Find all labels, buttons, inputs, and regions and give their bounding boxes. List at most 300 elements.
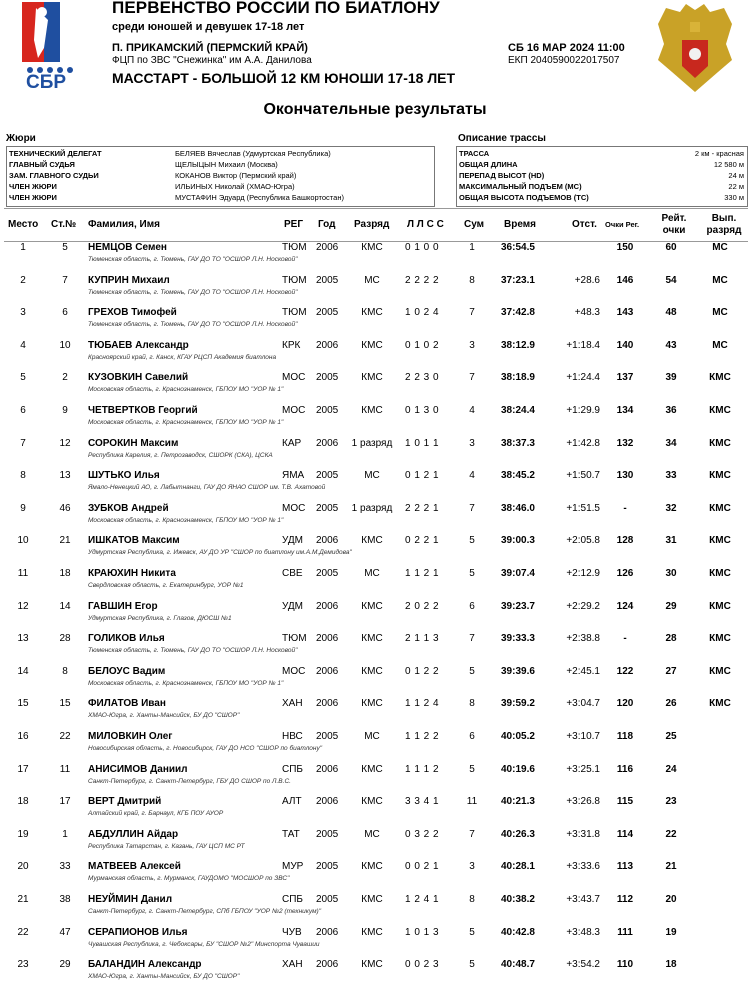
region: ЯМА — [282, 470, 305, 482]
finish-time: 39:33.3 — [501, 633, 535, 645]
location: П. ПРИКАМСКИЙ (ПЕРМСКИЙ КРАЙ) — [112, 42, 308, 54]
time-behind: +3:43.7 — [566, 894, 600, 905]
finish-time: 38:46.0 — [501, 502, 535, 514]
sbr-logo — [8, 0, 96, 95]
penalty-sum: 8 — [469, 698, 475, 710]
time-behind: +1:29.9 — [566, 405, 600, 416]
club: Мурманская область, г. Мурманск, ГАУДОМО "МОСШОР по ЗВС" — [88, 875, 290, 883]
penalty-sum: 4 — [469, 470, 475, 482]
col-year: Год — [318, 219, 336, 230]
penalty-sum: 7 — [469, 372, 475, 384]
time-behind: +28.6 — [574, 274, 600, 286]
table-row — [0, 891, 750, 924]
finish-time: 38:45.2 — [501, 470, 535, 482]
time-behind: +1:51.5 — [566, 502, 600, 514]
jury-row: ГЛАВНЫЙ СУДЬЯ ЩЕЛЫЦЫН Михаил (Москва) — [9, 160, 278, 169]
birth-year: 2005 — [316, 274, 339, 286]
bib: 38 — [59, 894, 71, 905]
shooting: 1 0 1 1 — [405, 437, 440, 449]
bib: 10 — [59, 339, 71, 351]
birth-year: 2006 — [316, 633, 339, 645]
birth-year: 2006 — [316, 763, 339, 775]
place: 3 — [20, 307, 26, 319]
region: УДМ — [282, 535, 304, 547]
birth-year: 2005 — [316, 894, 339, 905]
sport-rank: КМС — [361, 665, 383, 677]
place: 13 — [17, 633, 29, 645]
place: 6 — [20, 405, 26, 416]
points-region: 116 — [616, 763, 634, 775]
place: 9 — [20, 502, 26, 514]
birth-year: 2005 — [316, 405, 339, 416]
region: МОС — [282, 372, 306, 384]
club: Тюменская область, г. Тюмень, ГАУ ДО ТО "ОСШОР Л.Н. Носковой" — [88, 321, 298, 329]
sport-rank: КМС — [361, 926, 383, 938]
finish-time: 40:48.7 — [501, 959, 535, 971]
finish-time: 40:19.6 — [501, 763, 535, 775]
table-row — [0, 663, 750, 696]
birth-year: 2006 — [316, 339, 339, 351]
time-behind: +3:48.3 — [566, 926, 600, 938]
results-table-header — [4, 208, 748, 242]
track-row: ОБЩАЯ ВЫСОТА ПОДЪЕМОВ (ТС) 330 м — [459, 193, 744, 202]
penalty-sum: 5 — [469, 959, 475, 971]
place: 1 — [20, 242, 26, 253]
new-rank: КМС — [709, 470, 731, 482]
birth-year: 2005 — [316, 502, 339, 514]
new-rank: МС — [712, 307, 728, 319]
table-row — [0, 500, 750, 533]
penalty-sum: 5 — [469, 568, 475, 579]
athlete-name: БАЛАНДИН Александр — [88, 959, 202, 971]
col-rating: Рейт. очки — [661, 213, 687, 236]
athlete-name: АНИСИМОВ Даниил — [88, 763, 188, 775]
place: 11 — [17, 568, 29, 579]
shooting: 1 0 2 4 — [405, 307, 440, 319]
sport-rank: МС — [364, 731, 380, 742]
time-behind: +48.3 — [574, 307, 600, 319]
region: ХАН — [282, 698, 303, 710]
bib: 15 — [59, 698, 71, 710]
table-row — [0, 304, 750, 337]
place: 5 — [20, 372, 26, 384]
penalty-sum: 7 — [469, 307, 475, 319]
finish-time: 40:38.2 — [501, 894, 535, 905]
new-rank: КМС — [709, 535, 731, 547]
finish-time: 36:54.5 — [501, 242, 535, 253]
rating-points: 32 — [665, 502, 677, 514]
club: Удмуртская Республика, г. Глазов, ДЮСШ №1 — [88, 614, 232, 622]
penalty-sum: 7 — [469, 502, 475, 514]
club: Тюменская область, г. Тюмень, ГАУ ДО ТО "ОСШОР Л.Н. Носковой" — [88, 647, 298, 655]
place: 18 — [17, 796, 29, 808]
finish-time: 39:00.3 — [501, 535, 535, 547]
points-region: 140 — [616, 339, 634, 351]
col-time: Время — [504, 219, 536, 230]
venue: ФЦП по ЗВС "Снежинка" им А.А. Данилова — [112, 55, 312, 66]
rating-points: 33 — [665, 470, 677, 482]
table-row — [0, 337, 750, 370]
region: НВС — [282, 731, 303, 742]
points-region: 124 — [616, 600, 634, 612]
penalty-sum: 8 — [469, 894, 475, 905]
place: 23 — [17, 959, 29, 971]
penalty-sum: 5 — [469, 763, 475, 775]
region: МОС — [282, 502, 306, 514]
bib: 18 — [59, 568, 71, 579]
points-region: 113 — [616, 861, 634, 873]
bib: 47 — [59, 926, 71, 938]
place: 8 — [20, 470, 26, 482]
shooting: 1 1 2 4 — [405, 698, 440, 710]
time-behind: +2:38.8 — [566, 633, 600, 645]
table-row — [0, 924, 750, 957]
place: 17 — [17, 763, 29, 775]
bib: 9 — [62, 405, 68, 416]
page-title: ПЕРВЕНСТВО РОССИИ ПО БИАТЛОНУ — [112, 0, 440, 17]
track-box — [456, 146, 748, 207]
points-region: 126 — [616, 568, 634, 579]
penalty-sum: 1 — [469, 242, 475, 253]
birth-year: 2006 — [316, 242, 339, 253]
rating-points: 31 — [665, 535, 677, 547]
birth-year: 2006 — [316, 926, 339, 938]
shooting: 2 0 2 2 — [405, 600, 440, 612]
shooting: 0 0 2 1 — [405, 861, 440, 873]
sport-rank: КМС — [361, 763, 383, 775]
athlete-name: ИШКАТОВ Максим — [88, 535, 180, 547]
club: ХМАО-Югра, г. Ханты-Мансийск, БУ ДО "СШОР" — [88, 973, 240, 981]
shooting: 1 1 2 1 — [405, 568, 440, 579]
region: ЧУВ — [282, 926, 302, 938]
col-shooting: Л Л С С — [407, 219, 444, 230]
sport-rank: КМС — [361, 339, 383, 351]
rating-points: 20 — [665, 894, 677, 905]
birth-year: 2006 — [316, 600, 339, 612]
club: Свердловская область, г. Екатеринбург, УОР №1 — [88, 582, 244, 589]
col-sum: Сум — [464, 219, 485, 230]
athlete-name: ШУТЬКО Илья — [88, 470, 160, 482]
rating-points: 34 — [665, 437, 677, 449]
athlete-name: ГАВШИН Егор — [88, 600, 158, 612]
rating-points: 21 — [665, 861, 677, 873]
sport-rank: КМС — [361, 698, 383, 710]
col-place: Место — [8, 219, 39, 230]
points-region: 115 — [616, 796, 634, 808]
finish-time: 39:59.2 — [501, 698, 535, 710]
shooting: 0 1 2 2 — [405, 665, 440, 677]
jury-row: ЧЛЕН ЖЮРИ МУСТАФИН Эдуард (Республика Башкортостан) — [9, 193, 344, 202]
birth-year: 2005 — [316, 307, 339, 319]
athlete-name: ЗУБКОВ Андрей — [88, 502, 169, 514]
place: 20 — [17, 861, 29, 873]
place: 21 — [17, 894, 29, 905]
club: Алтайский край, г. Барнаул, КГБ ПОУ АУОР — [88, 810, 224, 818]
points-region: 134 — [616, 405, 634, 416]
finish-time: 40:26.3 — [501, 828, 535, 840]
place: 15 — [17, 698, 29, 710]
time-behind: +1:24.4 — [566, 372, 600, 384]
region: АЛТ — [282, 796, 302, 808]
region: ТЮМ — [282, 274, 307, 286]
region: КРК — [282, 339, 301, 351]
penalty-sum: 5 — [469, 535, 475, 547]
logo-text: СБР — [26, 72, 67, 93]
sport-rank: КМС — [361, 796, 383, 808]
time-behind: +1:50.7 — [566, 470, 600, 482]
points-region: - — [623, 502, 627, 514]
bib: 6 — [62, 307, 68, 319]
athlete-name: КУЗОВКИН Савелий — [88, 372, 189, 384]
finish-time: 39:39.6 — [501, 665, 535, 677]
time-behind: +1:18.4 — [566, 339, 600, 351]
region: ТАТ — [282, 828, 300, 840]
points-region: 110 — [616, 959, 634, 971]
club: ХМАО-Югра, г. Ханты-Мансийск, БУ ДО "СШОР" — [88, 712, 240, 720]
athlete-name: ЧЕТВЕРТКОВ Георгий — [88, 405, 198, 416]
points-region: 137 — [616, 372, 634, 384]
table-row — [0, 402, 750, 435]
points-region: 120 — [616, 698, 634, 710]
shooting: 3 3 4 1 — [405, 796, 440, 808]
athlete-name: БЕЛОУС Вадим — [88, 665, 166, 677]
bib: 14 — [59, 600, 71, 612]
sport-rank: КМС — [361, 861, 383, 873]
points-region: 146 — [616, 274, 634, 286]
club: Чувашская Республика, г. Чебоксары, БУ "СШОР №2" Минспорта Чувашии — [88, 940, 320, 948]
new-rank: КМС — [709, 600, 731, 612]
document-title: Окончательные результаты — [263, 101, 487, 118]
rating-points: 18 — [665, 959, 677, 971]
athlete-name: АБДУЛЛИН Айдар — [88, 828, 179, 840]
finish-time: 38:18.9 — [501, 372, 535, 384]
birth-year: 2006 — [316, 665, 339, 677]
penalty-sum: 4 — [469, 405, 475, 416]
region: УДМ — [282, 600, 304, 612]
rating-points: 19 — [665, 926, 677, 938]
birth-year: 2006 — [316, 959, 339, 971]
new-rank: КМС — [709, 437, 731, 449]
table-row — [0, 272, 750, 305]
points-region: 128 — [616, 535, 634, 547]
club: Республика Татарстан, г. Казань, ГАУ ЦСП МС РТ — [88, 842, 245, 850]
time-behind: +3:04.7 — [566, 698, 600, 710]
time-behind: +2:45.1 — [566, 665, 600, 677]
athlete-name: СОРОКИН Максим — [88, 437, 179, 449]
sport-rank: КМС — [361, 600, 383, 612]
shooting: 0 1 0 0 — [405, 242, 440, 253]
penalty-sum: 3 — [469, 861, 475, 873]
birth-year: 2005 — [316, 372, 339, 384]
rating-points: 36 — [665, 405, 677, 416]
finish-time: 39:23.7 — [501, 600, 535, 612]
shooting: 2 1 1 3 — [405, 633, 440, 645]
jury-row: ТЕХНИЧЕСКИЙ ДЕЛЕГАТ БЕЛЯЕВ Вячеслав (Удмуртская Республика) — [9, 149, 331, 158]
finish-time: 38:37.3 — [501, 437, 535, 449]
birth-year: 2006 — [316, 535, 339, 547]
region: ТЮМ — [282, 242, 307, 253]
col-region: РЕГ — [284, 219, 304, 230]
eagle-emblem-icon — [652, 0, 738, 96]
time-behind: +3:10.7 — [566, 731, 600, 742]
track-heading: Описание трассы — [458, 133, 546, 144]
club: Красноярский край, г. Канск, КГАУ РЦСП Академия биатлона — [88, 353, 277, 361]
club: Тюменская область, г. Тюмень, ГАУ ДО ТО "ОСШОР Л.Н. Носковой" — [88, 288, 298, 296]
new-rank: КМС — [709, 372, 731, 384]
table-row — [0, 630, 750, 663]
points-region: 132 — [616, 437, 634, 449]
finish-time: 37:42.8 — [501, 307, 535, 319]
place: 19 — [17, 828, 29, 840]
col-bib: Ст.№ — [51, 219, 77, 230]
sport-rank: КМС — [361, 372, 383, 384]
points-region: 118 — [616, 731, 634, 742]
col-behind: Отст. — [572, 219, 597, 230]
birth-year: 2006 — [316, 437, 339, 449]
time-behind: +3:25.1 — [566, 763, 600, 775]
penalty-sum: 11 — [466, 796, 478, 808]
shooting: 1 0 1 3 — [405, 926, 440, 938]
bib: 13 — [59, 470, 71, 482]
sport-rank: 1 разряд — [351, 437, 393, 449]
bib: 11 — [59, 763, 71, 775]
birth-year: 2005 — [316, 861, 339, 873]
shooting: 0 3 2 2 — [405, 828, 440, 840]
birth-year: 2005 — [316, 731, 339, 742]
rating-points: 43 — [665, 339, 677, 351]
penalty-sum: 8 — [469, 274, 475, 286]
col-rank: Разряд — [354, 219, 390, 230]
time-behind: +3:26.8 — [566, 796, 600, 808]
finish-time: 37:23.1 — [501, 274, 535, 286]
table-row — [0, 956, 750, 989]
shooting: 2 2 2 1 — [405, 502, 440, 514]
table-row — [0, 435, 750, 468]
athlete-name: ГОЛИКОВ Илья — [88, 633, 165, 645]
points-region: 112 — [616, 894, 634, 905]
shooting: 2 2 3 0 — [405, 372, 440, 384]
club: Московская область, г. Краснознаменск, ГБПОУ МО "УОР № 1" — [88, 516, 284, 524]
athlete-name: ВЕРТ Дмитрий — [88, 796, 162, 808]
region: КАР — [282, 437, 302, 449]
finish-time: 40:21.3 — [501, 796, 535, 808]
bib: 21 — [59, 535, 71, 547]
region: МОС — [282, 405, 306, 416]
club: Санкт-Петербург, г. Санкт-Петербург, СПб ГБПОУ "УОР №2 (техникум)" — [88, 908, 322, 915]
bib: 29 — [59, 959, 71, 971]
table-row — [0, 826, 750, 859]
finish-time: 40:28.1 — [501, 861, 535, 873]
bib: 33 — [59, 861, 71, 873]
region: МОС — [282, 665, 306, 677]
bib: 22 — [59, 731, 71, 742]
rating-points: 39 — [665, 372, 677, 384]
new-rank: МС — [712, 242, 728, 253]
place: 12 — [17, 600, 29, 612]
athlete-name: НЕУЙМИН Данил — [88, 894, 173, 905]
region: СПБ — [282, 763, 303, 775]
athlete-name: ТЮБАЕВ Александр — [88, 339, 189, 351]
club: Ямало-Ненецкий АО, г. Лабытнанги, ГАУ ДО ЯНАО СШОР им. Т.В. Ахатовой — [88, 484, 326, 492]
rating-points: 28 — [665, 633, 677, 645]
new-rank: КМС — [709, 633, 731, 645]
table-row — [0, 467, 750, 500]
penalty-sum: 5 — [469, 926, 475, 938]
shooting: 1 2 4 1 — [405, 894, 440, 905]
track-row: МАКСИМАЛЬНЫЙ ПОДЪЕМ (МС) 22 м — [459, 182, 744, 191]
sport-rank: КМС — [361, 307, 383, 319]
table-row — [0, 858, 750, 891]
track-row: ОБЩАЯ ДЛИНА 12 580 м — [459, 160, 744, 169]
place: 7 — [20, 437, 26, 449]
shooting: 1 1 1 2 — [405, 763, 440, 775]
bib: 7 — [62, 274, 68, 286]
sport-rank: КМС — [361, 633, 383, 645]
penalty-sum: 7 — [469, 828, 475, 840]
athlete-name: МИЛОВКИН Олег — [88, 731, 173, 742]
points-region: 122 — [616, 665, 634, 677]
rating-points: 26 — [665, 698, 677, 710]
track-row: ТРАССА 2 км - красная — [459, 149, 744, 158]
athlete-name: ФИЛАТОВ Иван — [88, 698, 166, 710]
bib: 28 — [59, 633, 71, 645]
penalty-sum: 5 — [469, 665, 475, 677]
shooting: 0 1 2 1 — [405, 470, 440, 482]
jury-box — [6, 146, 435, 207]
athlete-name: МАТВЕЕВ Алексей — [88, 861, 181, 873]
points-region: 114 — [616, 828, 634, 840]
sport-rank: КМС — [361, 535, 383, 547]
table-row — [0, 565, 750, 598]
rating-points: 29 — [665, 600, 677, 612]
club: Санкт-Петербург, г. Санкт-Петербург, ГБУ ДО СШОР по Л.В.С. — [88, 777, 291, 785]
athlete-name: КРАЮХИН Никита — [88, 568, 176, 579]
col-name: Фамилия, Имя — [88, 219, 160, 230]
place: 10 — [17, 535, 29, 547]
shooting: 0 1 0 2 — [405, 339, 440, 351]
place: 14 — [17, 665, 29, 677]
penalty-sum: 6 — [469, 600, 475, 612]
athlete-name: ГРЕХОВ Тимофей — [88, 307, 177, 319]
rating-points: 22 — [665, 828, 677, 840]
finish-time: 38:24.4 — [501, 405, 535, 416]
place: 4 — [20, 339, 26, 351]
track-row: ПЕРЕПАД ВЫСОТ (HD) 24 м — [459, 171, 744, 180]
jury-row: ЧЛЕН ЖЮРИ ИЛЬИНЫХ Николай (ХМАО-Югра) — [9, 182, 295, 191]
penalty-sum: 3 — [469, 437, 475, 449]
col-new-rank: Вып. разряд — [706, 213, 742, 236]
region: ТЮМ — [282, 633, 307, 645]
col-points-region: Очки Рег. — [605, 220, 640, 229]
bib: 46 — [59, 502, 71, 514]
athlete-name: СЕРАПИОНОВ Илья — [88, 926, 188, 938]
table-row — [0, 793, 750, 826]
time-behind: +2:12.9 — [566, 568, 600, 579]
points-region: - — [623, 633, 627, 645]
new-rank: КМС — [709, 698, 731, 710]
new-rank: МС — [712, 274, 728, 286]
event-date: СБ 16 МАР 2024 11:00 — [508, 42, 625, 54]
table-row — [0, 239, 750, 272]
finish-time: 38:12.9 — [501, 339, 535, 351]
rating-points: 23 — [665, 796, 677, 808]
time-behind: +2:29.2 — [566, 600, 600, 612]
place: 22 — [17, 926, 29, 938]
region: СПБ — [282, 894, 303, 905]
table-row — [0, 598, 750, 631]
bib: 12 — [59, 437, 71, 449]
region: ХАН — [282, 959, 303, 971]
